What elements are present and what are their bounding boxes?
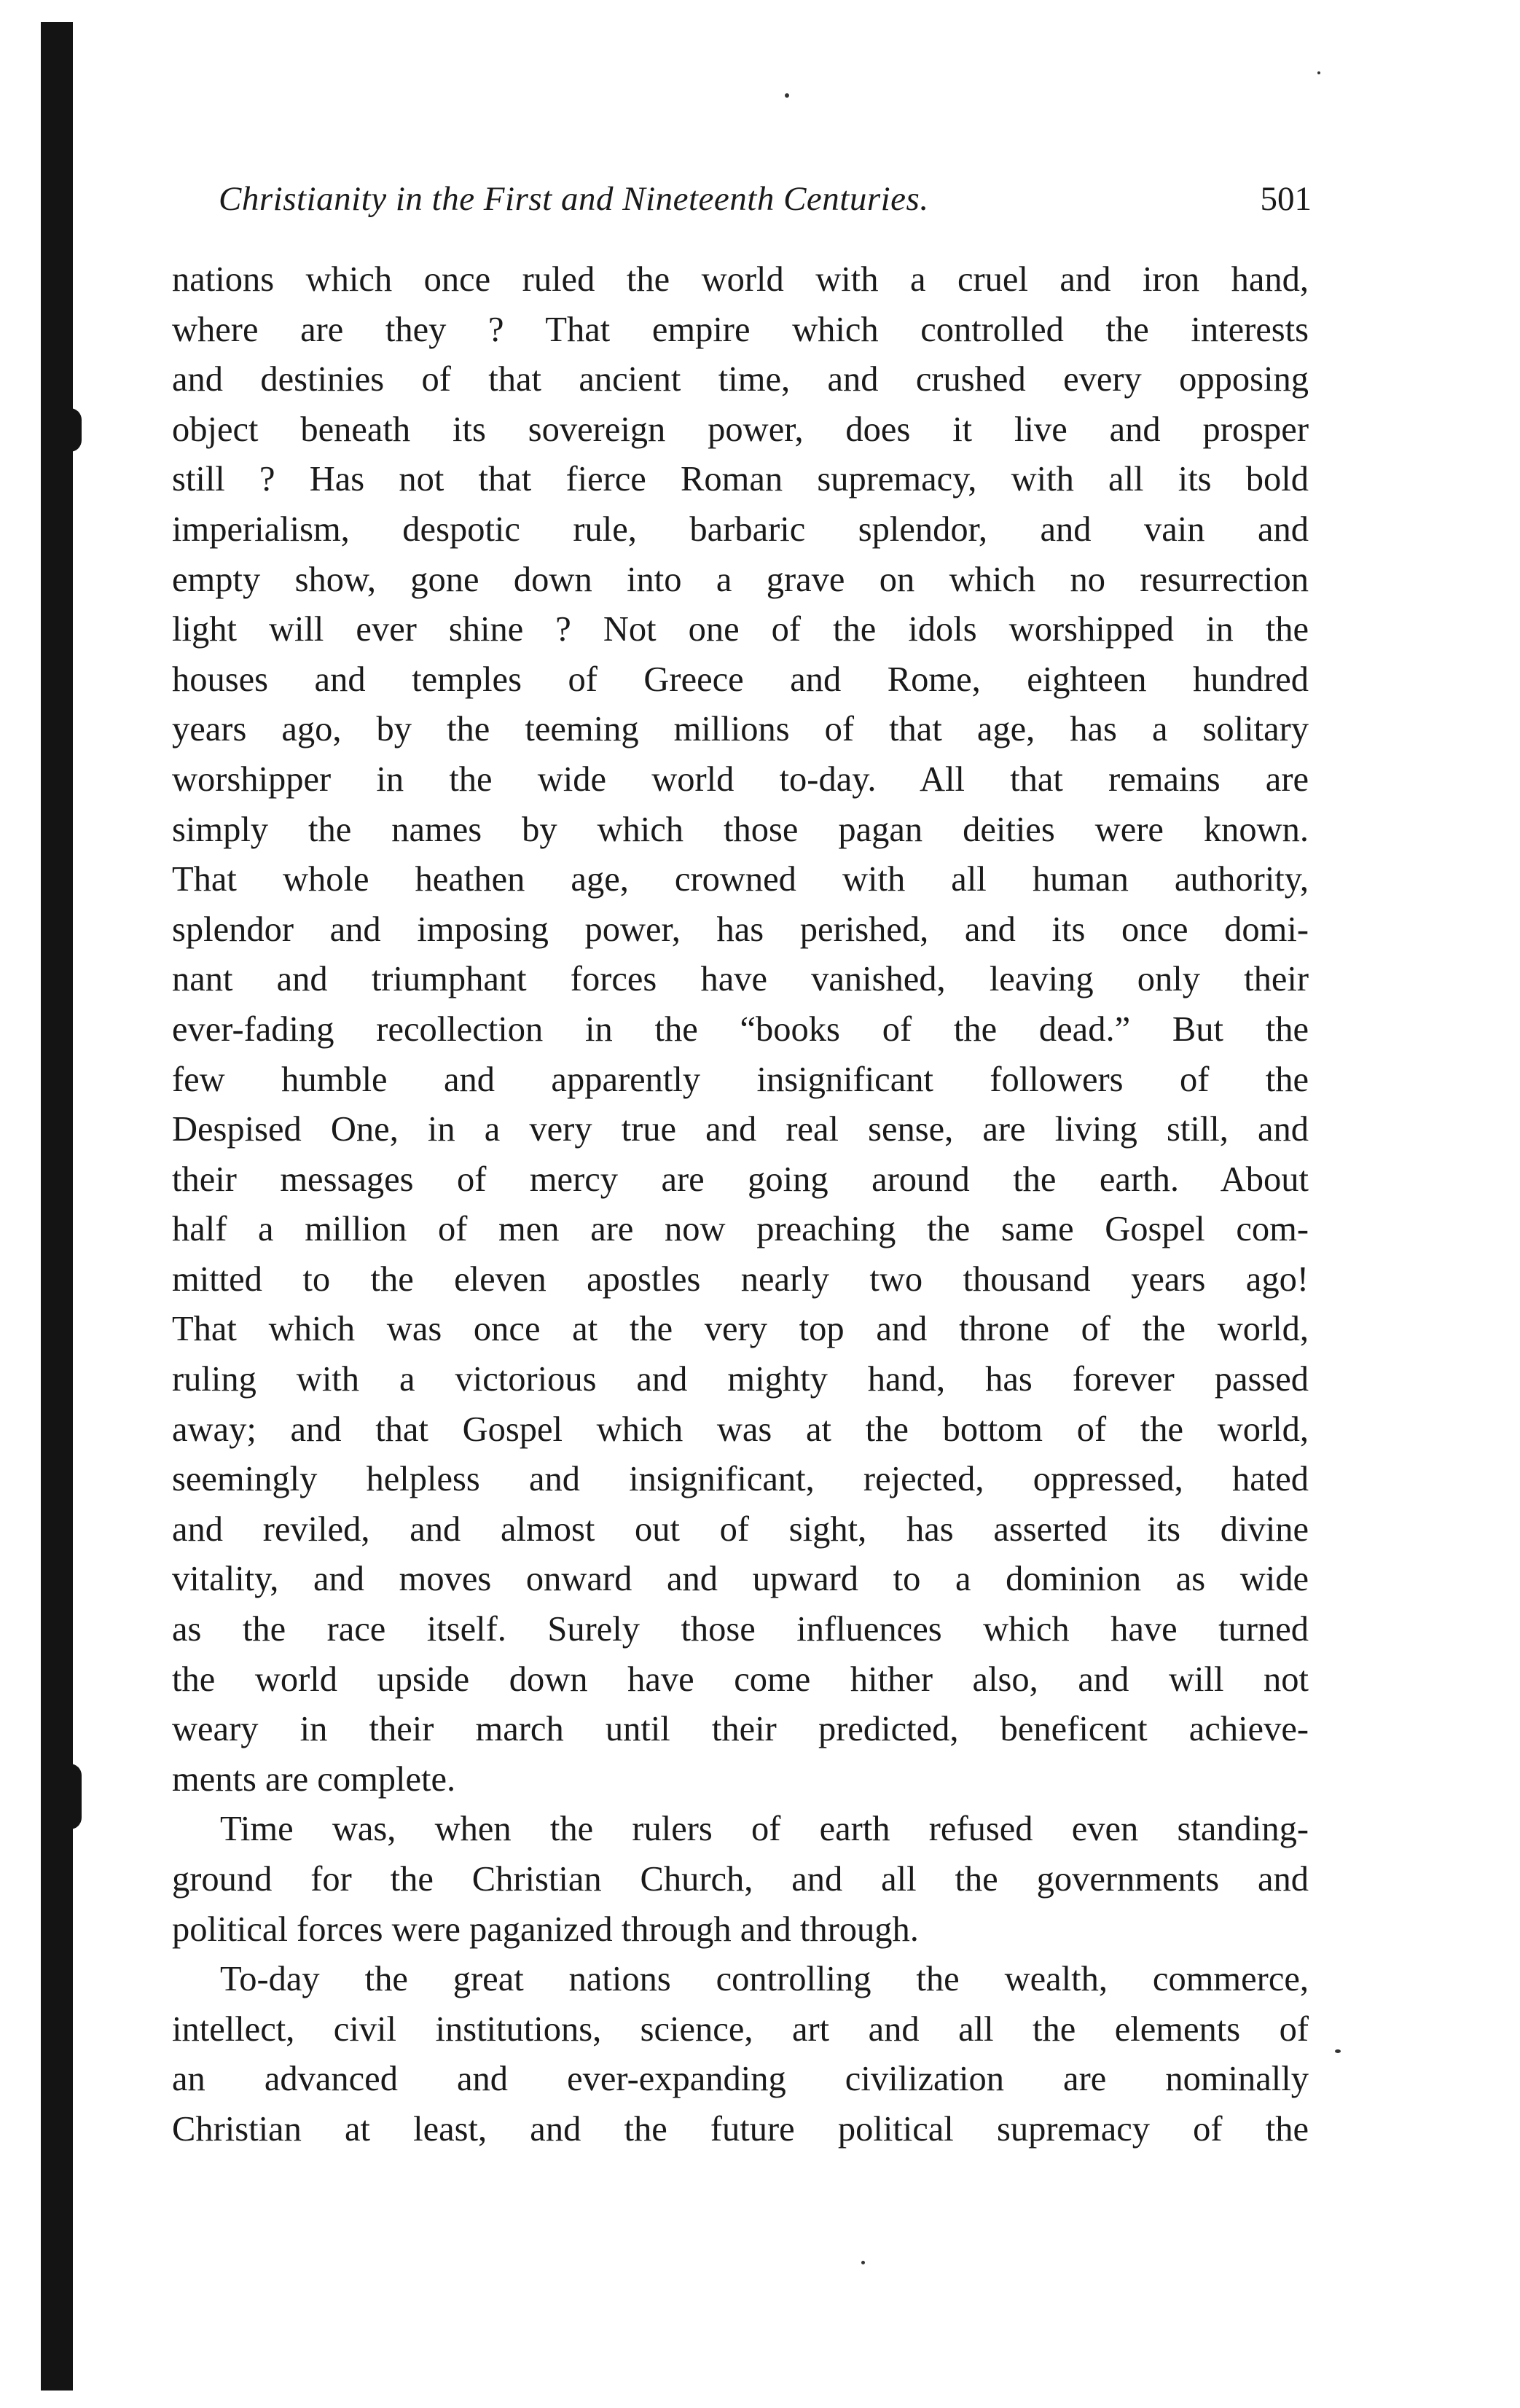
text-line: That which was once at the very top and throne of the world, — [172, 1310, 1309, 1349]
text-line: houses and temples of Greece and Rome, eighteen hundred — [172, 660, 1309, 699]
text-line: the world upside down have come hither also, and will not — [172, 1660, 1309, 1699]
text-line: ruling with a victorious and mighty hand, has forever passed — [172, 1360, 1309, 1399]
book-spine-edge — [41, 22, 73, 2391]
text-line: nations which once ruled the world with a cruel and iron hand, — [172, 260, 1309, 299]
text-line: away; and that Gospel which was at the bottom of the world, — [172, 1410, 1309, 1449]
body-text — [172, 255, 1309, 2155]
text-line: object beneath its sovereign power, does it live and prosper — [172, 410, 1309, 449]
text-line: weary in their march until their predicted, beneficent achieve- — [172, 1710, 1309, 1749]
text-line: an advanced and ever-expanding civilization are nominally — [172, 2060, 1309, 2099]
text-line: Despised One, in a very true and real sense, are living still, and — [172, 1110, 1309, 1149]
dust-speck — [1317, 71, 1320, 74]
text-line: To-day the great nations controlling the wealth, commerce, — [220, 1960, 1309, 1999]
running-title: Christianity in the First and Nineteenth Centuries. — [219, 180, 929, 218]
text-line: Time was, when the rulers of earth refused even standing- — [220, 1810, 1309, 1849]
text-line: empty show, gone down into a grave on which no resurrection — [172, 560, 1309, 599]
text-line: mitted to the eleven apostles nearly two thousand years ago! — [172, 1259, 1309, 1299]
text-line: ments are complete. — [172, 1759, 456, 1799]
paragraph — [172, 1955, 1309, 2154]
text-line: as the race itself. Surely those influences which have turned — [172, 1610, 1309, 1649]
text-line: splendor and imposing power, has perished, and its once domi- — [172, 910, 1309, 949]
dust-speck — [1335, 2049, 1341, 2053]
text-line: imperialism, despotic rule, barbaric splendor, and vain and — [172, 509, 1309, 549]
text-line: ground for the Christian Church, and all the governments and — [172, 1860, 1309, 1899]
text-line: ever-fading recollection in the “books of the dead.” But the — [172, 1009, 1309, 1049]
text-line: intellect, civil institutions, science, art and all the elements of — [172, 2009, 1309, 2049]
text-line: where are they ? That empire which controlled the interests — [172, 310, 1309, 349]
text-line: years ago, by the teeming millions of that age, has a solitary — [172, 710, 1309, 749]
paragraph — [172, 1805, 1309, 1955]
text-line: nant and triumphant forces have vanished, leaving only their — [172, 960, 1309, 999]
page-header — [219, 173, 1312, 224]
text-line: light will ever shine ? Not one of the idols worshipped in the — [172, 610, 1309, 649]
text-line: political forces were paganized through and through. — [172, 1909, 919, 1949]
text-line: still ? Has not that fierce Roman supremacy, with all its bold — [172, 460, 1309, 499]
text-line: seemingly helpless and insignificant, rejected, oppressed, hated — [172, 1460, 1309, 1499]
dust-speck — [785, 93, 789, 98]
text-line: few humble and apparently insignificant followers of the — [172, 1060, 1309, 1099]
spine-notch — [70, 408, 82, 452]
text-line: worshipper in the wide world to-day. All that remains are — [172, 759, 1309, 799]
text-line: half a million of men are now preaching the same Gospel com- — [172, 1210, 1309, 1249]
page-number: 501 — [1260, 180, 1312, 218]
paragraph — [172, 255, 1309, 1805]
text-line: simply the names by which those pagan deities were known. — [172, 810, 1309, 849]
text-line: and reviled, and almost out of sight, has asserted its divine — [172, 1509, 1309, 1549]
spine-notch — [70, 1764, 82, 1829]
text-line: That whole heathen age, crowned with all human authority, — [172, 860, 1309, 899]
text-line: Christian at least, and the future political supremacy of the — [172, 2109, 1309, 2149]
text-line: and destinies of that ancient time, and crushed every opposing — [172, 360, 1309, 399]
dust-speck — [861, 2261, 865, 2264]
text-line: their messages of mercy are going around the earth. About — [172, 1160, 1309, 1199]
text-line: vitality, and moves onward and upward to a dominion as wide — [172, 1560, 1309, 1599]
